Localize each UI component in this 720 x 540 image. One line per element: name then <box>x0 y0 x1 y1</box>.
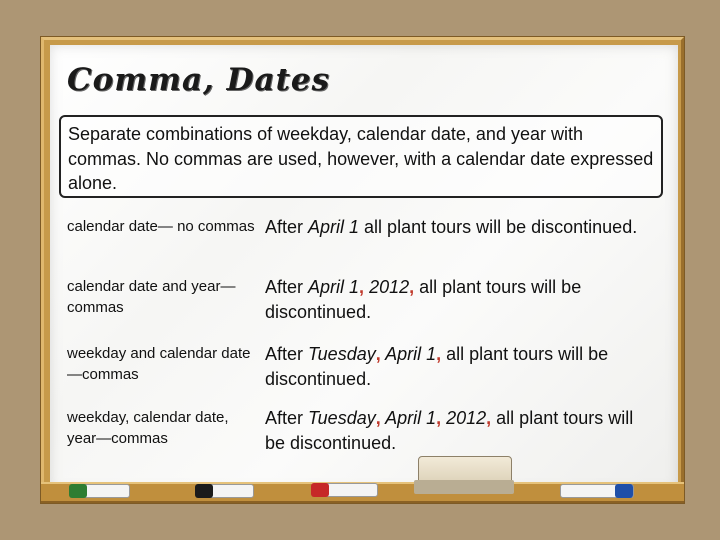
highlighted-comma: , <box>375 344 381 364</box>
row-example-sentence <box>265 342 650 392</box>
example-text: all plant tours will be discontinued. <box>359 217 638 237</box>
example-text: After <box>265 408 309 428</box>
row-label: weekday and calendar date—commas <box>67 345 251 383</box>
eraser-felt <box>414 480 514 494</box>
example-date: April 1 <box>308 277 360 297</box>
row-example-sentence <box>265 406 650 456</box>
example-year: 2012 <box>364 277 410 297</box>
highlighted-comma: , <box>436 344 442 364</box>
blue-marker[interactable] <box>560 484 634 498</box>
green-marker-cap <box>69 484 87 498</box>
example-date: April 1 <box>380 344 437 364</box>
red-marker-cap <box>311 483 329 497</box>
row-example-sentence <box>265 275 650 325</box>
example-text: all plant tours will be discontinued. <box>265 344 609 389</box>
black-marker[interactable] <box>196 484 254 498</box>
rule-text: Separate combinations of weekday, calendar date, and year with commas. No commas are used, however, with a calendar date expressed alone. <box>68 124 654 193</box>
example-weekday: Tuesday <box>308 408 376 428</box>
example-year: 2012 <box>441 408 487 428</box>
example-text: After <box>265 217 309 237</box>
row-example-sentence <box>265 215 650 240</box>
highlighted-comma: , <box>436 408 442 428</box>
example-date: April 1 <box>308 217 360 237</box>
whiteboard-eraser[interactable] <box>414 456 514 494</box>
black-marker-cap <box>195 484 213 498</box>
example-text: all plant tours will be discontinued. <box>265 408 634 453</box>
highlighted-comma: , <box>359 277 365 297</box>
example-text: After <box>265 277 309 297</box>
example-date: April 1 <box>380 408 437 428</box>
row-label: calendar date and year—commas <box>67 278 236 316</box>
blue-marker-cap <box>615 484 633 498</box>
example-text: After <box>265 344 309 364</box>
highlighted-comma: , <box>486 408 492 428</box>
green-marker[interactable] <box>70 484 130 498</box>
page-title: Comma, Dates <box>67 62 331 98</box>
red-marker[interactable] <box>312 483 378 497</box>
row-label: calendar date— no commas <box>67 218 255 235</box>
row-label: weekday, calendar date, year—commas <box>67 409 229 447</box>
example-text: all plant tours will be discontinued. <box>265 277 582 322</box>
highlighted-comma: , <box>409 277 415 297</box>
rule-box <box>59 115 663 198</box>
example-weekday: Tuesday <box>308 344 376 364</box>
highlighted-comma: , <box>375 408 381 428</box>
